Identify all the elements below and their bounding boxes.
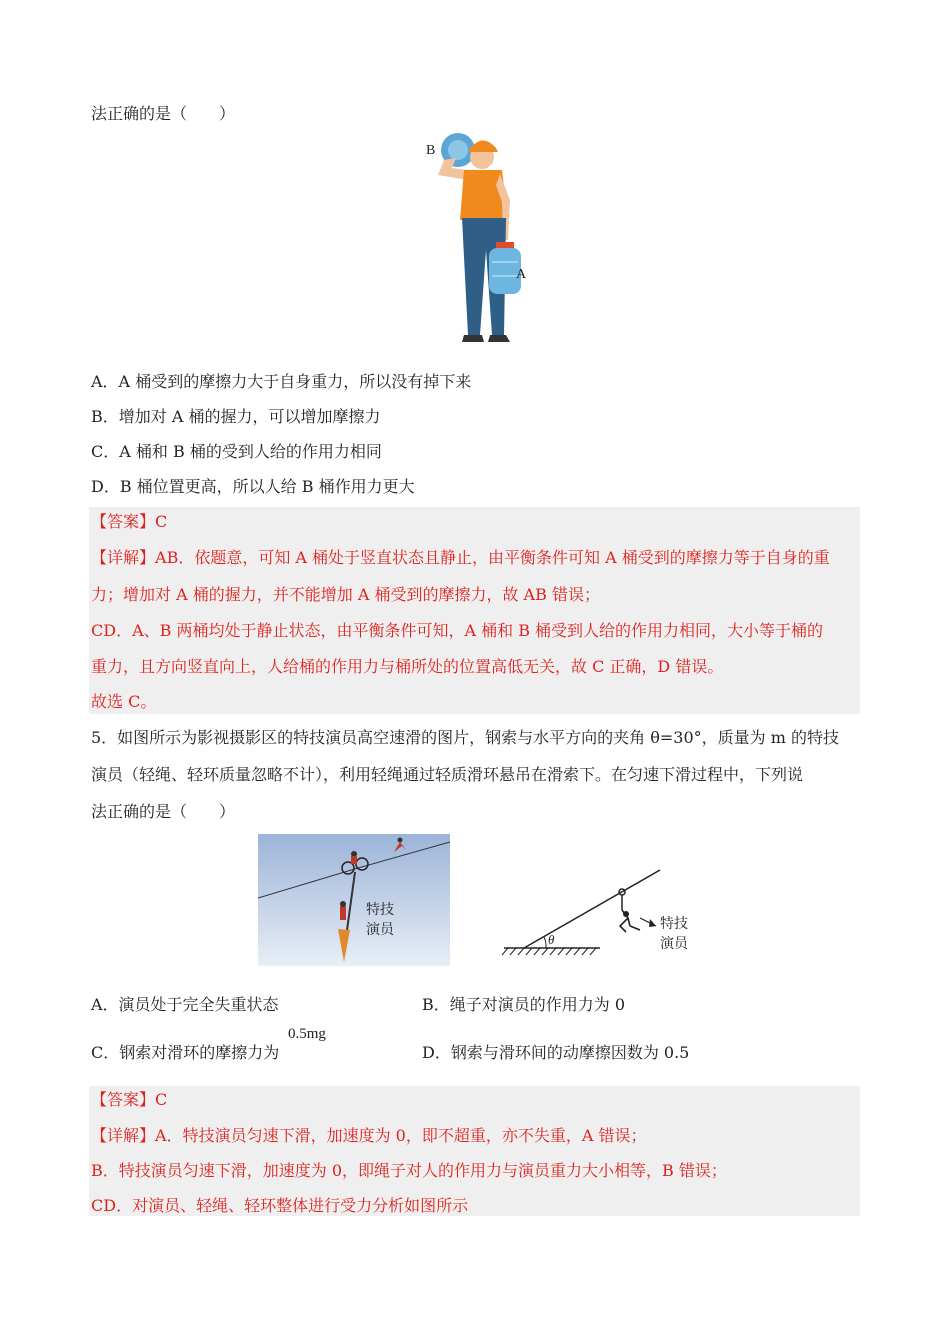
photo-label-line-2: 演员 — [366, 922, 394, 938]
q4-option-d: D．B 桶位置更高，所以人给 B 桶作用力更大 — [91, 477, 415, 496]
q4-answer: 【答案】C — [91, 512, 168, 531]
q5-stem-line-1: 5．如图所示为影视摄影区的特技演员高空速滑的图片，钢索与水平方向的夹角 θ=30°，质量为 m 的特技 — [91, 728, 840, 747]
q4-option-c: C．A 桶和 B 桶的受到人给的作用力相同 — [91, 442, 382, 461]
q5-option-a: A．演员处于完全失重状态 — [91, 995, 279, 1014]
q5-stem-line-2: 演员（轻绳、轻环质量忽略不计），利用轻绳通过轻质滑环悬吊在滑索下。在匀速下滑过程中，下列说 — [91, 765, 804, 784]
diagram-label-line-1: 特技 — [660, 916, 688, 932]
label-a: A — [516, 267, 527, 282]
theta-label: θ — [548, 932, 555, 947]
q5-option-d: D．钢索与滑环间的动摩擦因数为 0.5 — [422, 1043, 690, 1062]
q4-detail-line-3: CD．A、B 两桶均处于静止状态，由平衡条件可知，A 桶和 B 桶受到人给的作用力相同，大小等于桶的 — [91, 621, 824, 640]
q5-photo-stunt-performers — [258, 834, 450, 966]
q4-detail-line-4: 重力，且方向竖直向上，人给桶的作用力与桶所处的位置高低无关，故 C 正确，D 错误。 — [91, 657, 724, 676]
q5-diagram-slope-cable — [500, 862, 710, 962]
photo-label-line-1: 特技 — [366, 902, 394, 918]
q5-detail-line-3: CD．对演员、轻绳、轻环整体进行受力分析如图所示 — [91, 1196, 469, 1215]
q5-detail-line-1: 【详解】A．特技演员匀速下滑，加速度为 0，即不超重，亦不失重，A 错误； — [91, 1126, 647, 1145]
q5-stem-line-3: 法正确的是（ ） — [91, 802, 236, 821]
q4-detail-line-2: 力；增加对 A 桶的握力，并不能增加 A 桶受到的摩擦力，故 AB 错误； — [91, 585, 600, 604]
q5-answer: 【答案】C — [91, 1090, 168, 1109]
q4-answer-box — [89, 507, 860, 714]
q5-option-b: B．绳子对演员的作用力为 0 — [422, 995, 626, 1014]
diagram-label-line-2: 演员 — [660, 936, 688, 952]
label-b: B — [426, 143, 436, 158]
q5-option-c-value: 0.5mg — [288, 1026, 326, 1042]
q4-detail-line-5: 故选 C。 — [91, 692, 157, 711]
q5-option-c: C．钢索对滑环的摩擦力为 — [91, 1043, 280, 1062]
q4-figure-man-with-buckets — [420, 130, 540, 350]
q4-option-a: A．A 桶受到的摩擦力大于自身重力，所以没有掉下来 — [91, 372, 472, 391]
steel-cable — [524, 870, 660, 948]
q4-detail-line-1: 【详解】AB．依题意，可知 A 桶处于竖直状态且静止，由平衡条件可知 A 桶受到的摩擦力等于自身的重 — [91, 548, 830, 567]
q4-stem-tail: 法正确的是（ ） — [91, 104, 236, 123]
q5-detail-line-2: B．特技演员匀速下滑，加速度为 0，即绳子对人的作用力与演员重力大小相等，B 错误； — [91, 1161, 727, 1180]
q4-option-b: B．增加对 A 桶的握力，可以增加摩擦力 — [91, 407, 381, 426]
